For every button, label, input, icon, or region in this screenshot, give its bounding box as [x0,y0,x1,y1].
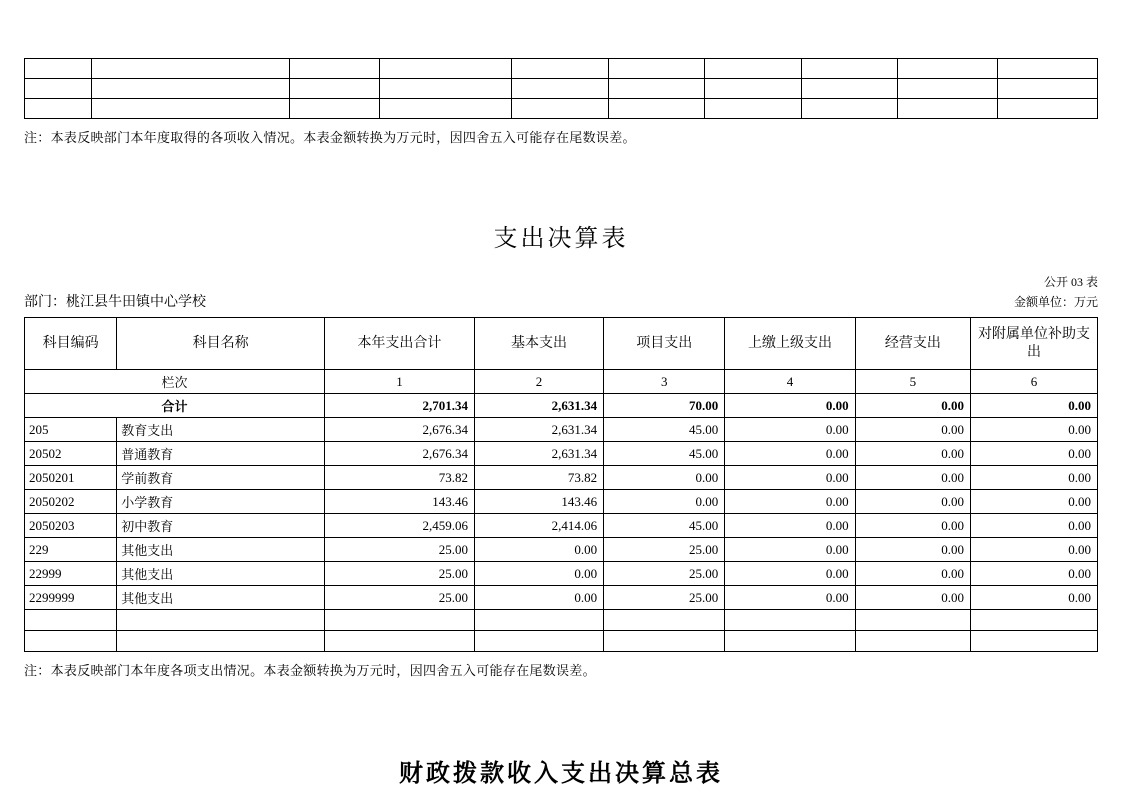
row-project: 25.00 [604,586,725,610]
income-table-fragment [24,0,1098,146]
row-basic: 73.82 [474,466,603,490]
cell [705,59,802,79]
row-basic: 2,631.34 [474,442,603,466]
row-project: 45.00 [604,418,725,442]
cell [324,610,474,631]
column-header-project: 项目支出 [604,318,725,370]
cell [324,631,474,652]
column-header-code: 科目编码 [25,318,117,370]
total-subsidy: 0.00 [971,394,1098,418]
cell [380,99,512,119]
spacer [24,679,1098,753]
row-basic: 2,414.06 [474,514,603,538]
row-operating: 0.00 [855,418,970,442]
table-row [25,99,1098,119]
row-year-total: 25.00 [324,538,474,562]
row-name: 学前教育 [117,466,325,490]
row-code: 20502 [25,442,117,466]
row-operating: 0.00 [855,562,970,586]
cell [474,631,603,652]
table-row [25,59,1098,79]
lanci-1: 1 [324,370,474,394]
page-title: 支出决算表 [493,226,629,252]
row-upper-level: 0.00 [725,442,855,466]
row-name: 教育支出 [117,418,325,442]
total-upper-level: 0.00 [725,394,855,418]
lanci-2: 2 [474,370,603,394]
cell [290,59,380,79]
expenditure-table-wrapper [24,317,1098,679]
table-row [25,418,1098,442]
row-subsidy: 0.00 [971,538,1098,562]
row-operating: 0.00 [855,442,970,466]
row-name: 普通教育 [117,442,325,466]
column-header-basic: 基本支出 [474,318,603,370]
cell [25,631,117,652]
column-number-row [25,370,1098,394]
row-basic: 0.00 [474,538,603,562]
row-code: 22999 [25,562,117,586]
row-subsidy: 0.00 [971,586,1098,610]
row-operating: 0.00 [855,586,970,610]
spacer [24,253,1098,273]
row-subsidy: 0.00 [971,442,1098,466]
lanci-5: 5 [855,370,970,394]
row-code: 2050203 [25,514,117,538]
cell [91,59,290,79]
row-project: 0.00 [604,490,725,514]
cell [801,79,898,99]
column-header-subsidy: 对附属单位补助支出 [971,318,1098,370]
cell [608,59,705,79]
cell [725,631,855,652]
cell [998,99,1098,119]
table-row [25,442,1098,466]
row-upper-level: 0.00 [725,514,855,538]
lanci-3: 3 [604,370,725,394]
row-project: 25.00 [604,538,725,562]
cell [512,99,609,119]
row-name: 小学教育 [117,490,325,514]
row-operating: 0.00 [855,466,970,490]
row-subsidy: 0.00 [971,466,1098,490]
row-subsidy: 0.00 [971,418,1098,442]
row-upper-level: 0.00 [725,562,855,586]
row-basic: 143.46 [474,490,603,514]
total-project: 70.00 [604,394,725,418]
cell [998,79,1098,99]
cell [801,59,898,79]
row-upper-level: 0.00 [725,418,855,442]
cell [117,610,325,631]
cell [705,99,802,119]
next-section-title: 财政拨款收入支出决算总表 [399,761,723,787]
row-name: 初中教育 [117,514,325,538]
row-basic: 0.00 [474,562,603,586]
row-name: 其他支出 [117,562,325,586]
cell [474,610,603,631]
cell [998,59,1098,79]
cell [25,99,92,119]
table-row [25,79,1098,99]
cell [608,79,705,99]
row-year-total: 25.00 [324,586,474,610]
cell [608,99,705,119]
column-header-year-total: 本年支出合计 [324,318,474,370]
row-year-total: 2,459.06 [324,514,474,538]
cell [855,610,970,631]
row-upper-level: 0.00 [725,466,855,490]
cell [512,79,609,99]
column-header-operating: 经营支出 [855,318,970,370]
spacer [24,146,1098,218]
table-row [25,514,1098,538]
cell [117,631,325,652]
cell [512,59,609,79]
row-year-total: 25.00 [324,562,474,586]
cell [898,79,998,99]
row-code: 205 [25,418,117,442]
cell [91,99,290,119]
table-row [25,562,1098,586]
row-basic: 2,631.34 [474,418,603,442]
row-upper-level: 0.00 [725,538,855,562]
lanci-6: 6 [971,370,1098,394]
row-subsidy: 0.00 [971,562,1098,586]
income-table-bottom-rows [24,58,1098,119]
amount-unit-label: 金额单位：万元 [1013,294,1098,309]
cell [290,79,380,99]
cell [971,631,1098,652]
table-row [25,586,1098,610]
row-code: 2050201 [25,466,117,490]
row-upper-level: 0.00 [725,586,855,610]
table-row-empty [25,610,1098,631]
row-upper-level: 0.00 [725,490,855,514]
table-row [25,538,1098,562]
row-project: 45.00 [604,442,725,466]
column-header-upper-level: 上缴上级支出 [725,318,855,370]
public-form-label: 公开 03 表 [1043,275,1098,289]
row-operating: 0.00 [855,514,970,538]
lanci-4: 4 [725,370,855,394]
department-label: 部门：桃江县牛田镇中心学校 [24,295,206,310]
row-subsidy: 0.00 [971,490,1098,514]
row-code: 229 [25,538,117,562]
cell [604,631,725,652]
cell [705,79,802,99]
row-name: 其他支出 [117,586,325,610]
column-header-name: 科目名称 [117,318,325,370]
cell [604,610,725,631]
income-table-note: 注：本表反映部门本年度取得的各项收入情况。本表金额转换为万元时，因四舍五入可能存在尾数误差。 [24,130,636,145]
row-operating: 0.00 [855,490,970,514]
row-year-total: 143.46 [324,490,474,514]
cell [290,99,380,119]
row-operating: 0.00 [855,538,970,562]
row-project: 45.00 [604,514,725,538]
total-year-total: 2,701.34 [324,394,474,418]
total-label: 合计 [25,394,325,418]
cell [25,79,92,99]
cell [801,99,898,119]
cell [855,631,970,652]
table-header-row [25,318,1098,370]
row-project: 0.00 [604,466,725,490]
row-name: 其他支出 [117,538,325,562]
cell [725,610,855,631]
cell [25,59,92,79]
expenditure-table [24,317,1098,652]
cell [971,610,1098,631]
cell [898,99,998,119]
table-row [25,490,1098,514]
cell [91,79,290,99]
row-subsidy: 0.00 [971,514,1098,538]
row-project: 25.00 [604,562,725,586]
cell [380,59,512,79]
row-year-total: 73.82 [324,466,474,490]
cell [380,79,512,99]
row-basic: 0.00 [474,586,603,610]
cell [25,610,117,631]
total-basic: 2,631.34 [474,394,603,418]
total-operating: 0.00 [855,394,970,418]
expenditure-table-note: 注：本表反映部门本年度各项支出情况。本表金额转换为万元时，因四舍五入可能存在尾数误差。 [24,663,596,678]
cell [898,59,998,79]
row-year-total: 2,676.34 [324,442,474,466]
row-code: 2299999 [25,586,117,610]
table-row [25,466,1098,490]
row-year-total: 2,676.34 [324,418,474,442]
row-code: 2050202 [25,490,117,514]
table-row-empty [25,631,1098,652]
total-row [25,394,1098,418]
lanci-label: 栏次 [25,370,325,394]
table-meta [24,291,1098,311]
